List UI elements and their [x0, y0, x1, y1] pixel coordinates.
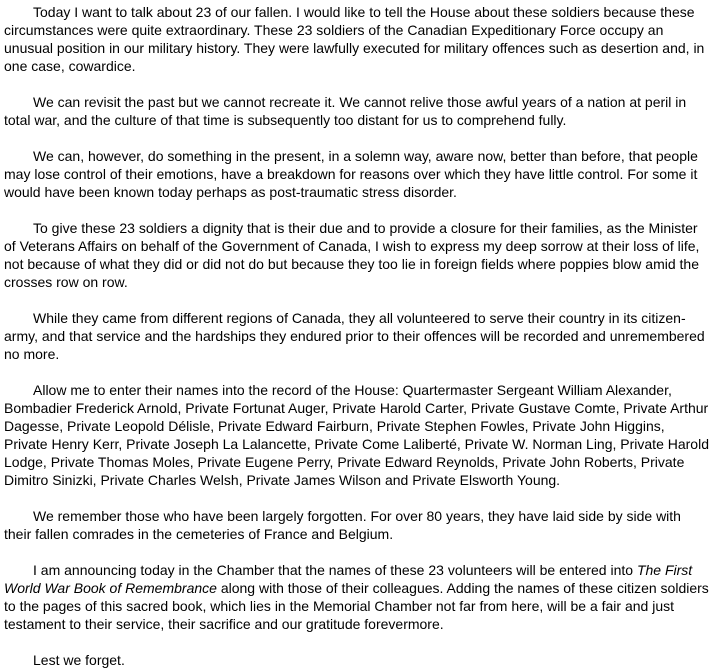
- paragraph-fallen-soldiers-intro: Today I want to talk about 23 of our fallen. I would like to tell the House about these soldiers because these circumstances were quite extraordinary. These 23 soldiers of the Canadian Expeditionary Force occupy an unusual position in our military history. They were lawfully executed for military offences such as desertion and, in one case, cowardice.: [4, 4, 705, 74]
- paragraph-book-of-remembrance: [4, 561, 710, 633]
- speech-document: [4, 3, 710, 669]
- paragraph-largely-forgotten: We remember those who have been largely forgotten. For over 80 years, they have laid side by side with their fallen comrades in the cemeteries of France and Belgium.: [4, 508, 681, 542]
- text-after-book-title: along with those of their colleagues. Adding the names of these citizen soldiers to the pages of this sacred book, which lies in the Memorial Chamber not far from here, will be a fair and just testament to their service, their sacrifice and our gratitude forevermore.: [4, 580, 709, 632]
- paragraph-present-day-understanding: We can, however, do something in the present, in a solemn way, aware now, better than before, that people may lose control of their emotions, have a breakdown for reasons over which they have little control. For some it would have been known today perhaps as post-traumatic stress disorder.: [4, 148, 698, 200]
- paragraph-dignity-and-sorrow: To give these 23 soldiers a dignity that is their due and to provide a closure for their families, as the Minister of Veterans Affairs on behalf of the Government of Canada, I wish to express my deep sorrow at their loss of life, not because of what they did or did not do but because they too lie in foreign fields where poppies blow amid the crosses row on row.: [4, 220, 700, 290]
- paragraph-revisit-past: We can revisit the past but we cannot recreate it. We cannot relive those awful years of a nation at peril in total war, and the culture of that time is subsequently too distant for us to comprehend fully.: [4, 94, 687, 128]
- text-before-book-title: I am announcing today in the Chamber that the names of these 23 volunteers will be entered into: [33, 562, 637, 578]
- book-title-italic: The First World War Book of Remembrance: [4, 562, 693, 596]
- paragraph-lest-we-forget: Lest we forget.: [33, 652, 125, 668]
- paragraph-names-list: Allow me to enter their names into the record of the House: Quartermaster Sergeant William Alexander, Bombadier Frederick Arnold, Private Fortunat Auger, Private Harold Carter, Private Gustave Comte, Private Arthur Dagesse, Private Leopold Délisle, Private Edward Fairburn, Private Stephen Fowles, Private John Higgins, Private Henry Kerr, Private Joseph La Lalancette, Private Come Laliberté, Private W. Norman Ling, Private Harold Lodge, Private Thomas Moles, Private Eugene Perry, Private Edward Reynolds, Private John Roberts, Private Dimitro Sinizki, Private Charles Welsh, Private James Wilson and Private Elsworth Young.: [4, 382, 709, 488]
- paragraph-volunteered-service: While they came from different regions of Canada, they all volunteered to serve their country in its citizen-army, and that service and the hardships they endured prior to their offences will be recorded and unremembered no more.: [4, 310, 705, 362]
